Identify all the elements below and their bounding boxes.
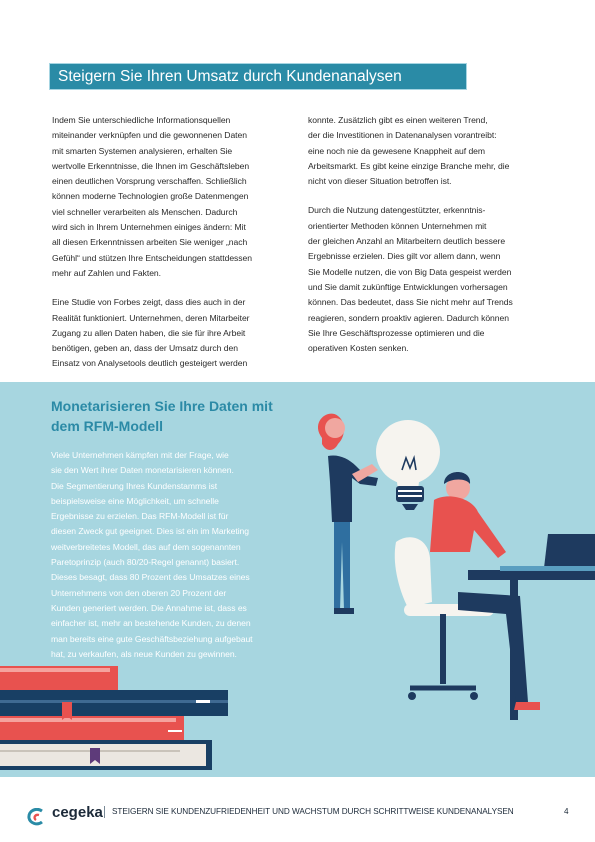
intro-paragraph: konnte. Zusätzlich gibt es einen weiteren Trend, der die Investitionen in Datenanalysen vorantreibt: eine noch nie da gewesene Knappheit auf dem Arbeitsmarkt. Es gibt keine einzige Branche mehr, die nicht von dieser Situation betroffen ist. (308, 115, 510, 187)
lightbulb-illustration (376, 420, 440, 510)
intro-left-column (52, 113, 292, 386)
intro-paragraph: Eine Studie von Forbes zeigt, dass dies auch in der Realität funktioniert. Unternehmen, deren Mitarbeiter Zugang zu allen Daten haben, die sie für ihre Arbeit benötigen, geben an, dass der Umsatz durch den Einsatz von Analysetools deutlich gesteigert werden (52, 297, 250, 369)
section-body: Viele Unternehmen kämpfen mit der Frage, wie sie den Wert ihrer Daten monetarisieren können. Die Segmentierung Ihres Kundenstamms ist beispielsweise eine Möglichkeit, um schnelle Ergebnisse zu erzielen. Das RFM-Modell ist für diesen Zweck gut geeignet. Dies ist ein im Marketing weitverbreitetes Modell, das auf dem sogenannten Paretoprinzip (auch 80/20-Regel genannt) basiert. Dieses besagt, dass 80 Prozent des Umsatzes eines Unternehmens von den oberen 20 Prozent der Kunden generiert werden. Die Annahme ist, dass es einfacher ist, mehr an bestehende Kunden, zu denen man bereits eine gute Geschäftsbeziehung aufgebaut hat, zu verkaufen, als neue Kunden zu gewinnen. (51, 450, 253, 659)
page-number: 4 (564, 807, 569, 816)
book-stack-illustration (0, 666, 228, 770)
intro-paragraph: Indem Sie unterschiedliche Informationsquellen miteinander verknüpfen und die gewonnenen Daten mit smarten Systemen analysieren, erhalten Sie wertvolle Erkenntnisse, die Ihnen im Geschäftsleben einen deutlichen Vorsprung verschaffen. Schließlich können moderne Technologien große Datenmengen viel schneller verarbeiten als Menschen. Dadurch wird sich in Ihrem Unternehmen einiges ändern: Mit all diesen Erkenntnissen arbeiten Sie weniger „nach Gefühl“ und stützen Ihre Entscheidungen stattdessen mehr auf Zahlen und Fakten. (52, 115, 253, 278)
page-title: Steigern Sie Ihren Umsatz durch Kundenanalysen (58, 68, 402, 85)
footer-divider (104, 806, 105, 818)
intro-right-column (308, 113, 553, 370)
section-heading: Monetarisieren Sie Ihre Daten mit dem RFM-Modell (51, 398, 273, 434)
intro-paragraph: Durch die Nutzung datengestützter, erkenntnis- orientierter Methoden können Unternehmen mit der gleichen Anzahl an Mitarbeitern deutlich bessere Ergebnisse erzielen. Dies gilt vor allem dann, wenn Sie Modelle nutzen, die von Big Data gespeist werden und Sie damit zukünftige Entwicklungen vorhersagen können. Das bedeutet, dass Sie nicht mehr auf Trends reagieren, sondern proaktiv agieren. Dadurch können Sie Ihre Geschäftsprozesse optimieren und die operativen Kosten senken. (308, 205, 513, 354)
woman-holding-lightbulb-illustration (318, 414, 378, 614)
footer-document-title: STEIGERN SIE KUNDENZUFRIEDENHEIT UND WACHSTUM DURCH SCHRITTWEISE KUNDENANALYSEN (112, 807, 514, 816)
logo-text: cegeka (52, 804, 103, 821)
cegeka-logo-icon (26, 808, 48, 826)
man-at-desk-illustration (395, 472, 595, 720)
